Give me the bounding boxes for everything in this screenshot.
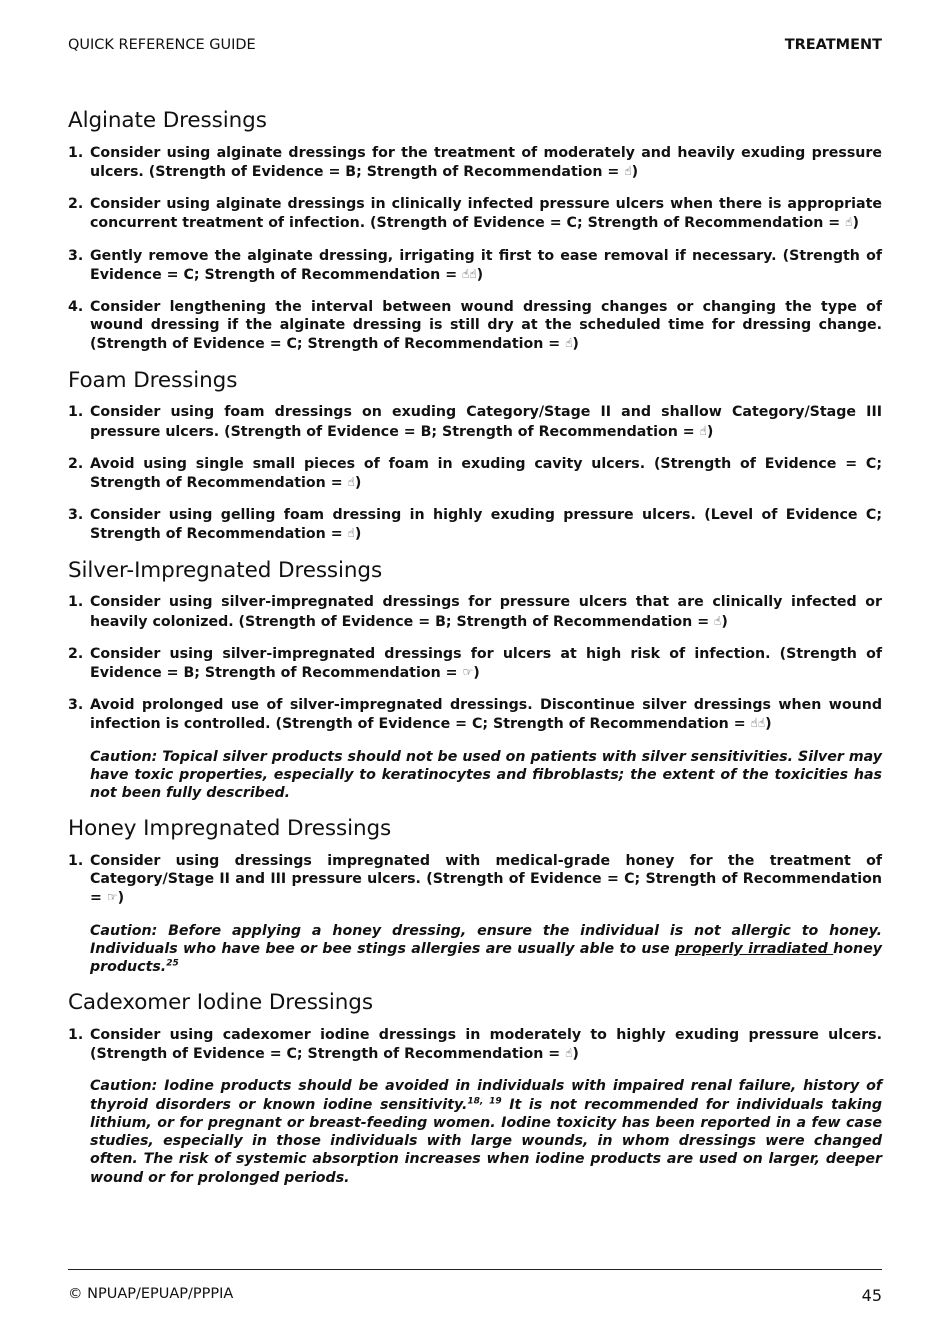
reference-superscript: 25 — [166, 958, 179, 969]
recommendation-item: 3. Gently remove the alginate dressing, irrigating it first to ease removal if necessary. (Strength of Evidence = C; Strength of Recommendation = ☝︎☝︎) — [68, 247, 882, 283]
pointing-hand-icon: ☞ — [106, 890, 118, 905]
section-honey-impregnated-dressings — [68, 816, 882, 976]
recommendation-item: 1. Consider using alginate dressings for the treatment of moderately and heavily exuding pressure ulcers. (Strength of Evidence = B; Strength of Recommendation = ☝︎) — [68, 144, 882, 180]
caution-note: Caution: Iodine products should be avoided in individuals with impaired renal failure, history of thyroid disorders or known iodine sensitivity.$^{18, 19}$ It is not recommended for individuals taking lithium, or for pregnant or breast-feeding women. Iodine toxicity has been reported in a few case studies, especially in those individuals with large wounds, in whom dressings were changed often. The risk of systemic absorption increases when iodine products are used on larger, deeper wound or for prolonged periods. — [90, 1078, 882, 1186]
pointing-hand-icon: ☞ — [462, 665, 474, 680]
reference-superscript: 18, 19 — [467, 1095, 502, 1106]
section-alginate-dressings — [68, 108, 882, 354]
thumbs-up-icon: ☝︎ — [845, 215, 853, 230]
thumbs-up-icon: ☝︎ — [714, 613, 722, 628]
section-heading: Alginate Dressings — [68, 108, 267, 133]
recommendation-item: 3. Avoid prolonged use of silver-impregnated dressings. Discontinue silver dressings when wound infection is controlled. (Strength of Evidence = C; Strength of Recommendation = ☝︎☝︎) — [68, 697, 882, 733]
recommendation-item: 1. Consider using foam dressings on exuding Category/Stage II and shallow Category/Stage III pressure ulcers. (Strength of Evidence = B; Strength of Recommendation = ☝︎) — [68, 404, 882, 440]
section-silver-impregnated-dressings — [68, 558, 882, 803]
recommendation-item: 4. Consider lengthening the interval between wound dressing changes or changing the type of wound dressing if the alginate dressing is still dry at the scheduled time for dressing change. (Strength of Evidence = C; Strength of Recommendation = ☝︎) — [68, 299, 882, 353]
page-footer — [68, 1286, 882, 1305]
recommendation-item: 1. Consider using silver-impregnated dressings for pressure ulcers that are clinically infected or heavily colonized. (Strength of Evidence = B; Strength of Recommendation = ☝︎) — [68, 594, 882, 630]
recommendation-item: 1. Consider using dressings impregnated with medical-grade honey for the treatment of Category/Stage II and III pressure ulcers. (Strength of Evidence = C; Strength of Recommendation = ☞) — [68, 853, 882, 907]
section-heading: Cadexomer Iodine Dressings — [68, 990, 373, 1016]
recommendation-item: 2. Consider using silver-impregnated dressings for ulcers at high risk of infection. (Strength of Evidence = B; Strength of Recommendation = ☞) — [68, 645, 882, 682]
section-heading: Foam Dressings — [68, 367, 238, 393]
header-guide-title: QUICK REFERENCE GUIDE — [68, 37, 256, 53]
thumbs-up-icon: ☝︎ — [624, 164, 632, 178]
footer-divider — [68, 1269, 882, 1270]
thumbs-up-icon: ☝︎ — [347, 526, 355, 541]
recommendation-item: 1. Consider using cadexomer iodine dressings in moderately to highly exuding pressure ulcers. (Strength of Evidence = C; Strength of Recommendation = ☝︎) — [68, 1027, 882, 1063]
thumbs-up-icon: ☝︎ — [699, 423, 707, 438]
properly-irradiated-link[interactable]: properly irradiated — [675, 940, 834, 957]
page-header — [68, 37, 882, 53]
page-number: 45 — [861, 1286, 882, 1305]
caution-note: Caution: Topical silver products should not be used on patients with silver sensitivities. Silver may have toxic properties, especially to keratinocytes and fibroblasts; the extent of the toxicities has not been fully described. — [90, 748, 882, 802]
section-foam-dressings — [68, 368, 882, 544]
thumbs-up-icon: ☝︎ — [565, 336, 573, 351]
copyright-text: © NPUAP/EPUAP/PPPIA — [68, 1286, 234, 1302]
header-section-title: TREATMENT — [784, 37, 882, 53]
caution-note: Caution: Before applying a honey dressing, ensure the individual is not allergic to honey. Individuals who have bee or bee stings allergies are usually able to use properly irradiated honey products.$^{25}$ — [90, 922, 882, 976]
thumbs-up-icon: ☝︎ — [347, 475, 355, 490]
thumbs-up-icon: ☝︎☝︎ — [462, 266, 477, 281]
section-heading: Silver-Impregnated Dressings — [68, 557, 383, 583]
main-content — [68, 108, 882, 1201]
recommendation-item: 3. Consider using gelling foam dressing in highly exuding pressure ulcers. (Level of Evidence C; Strength of Recommendation = ☝︎) — [68, 507, 882, 543]
thumbs-up-icon: ☝︎☝︎ — [750, 716, 766, 731]
recommendation-item: 2. Avoid using single small pieces of foam in exuding cavity ulcers. (Strength of Evidence = C; Strength of Recommendation = ☝︎) — [68, 455, 882, 492]
section-cadexomer-iodine-dressings — [68, 990, 882, 1186]
thumbs-up-icon: ☝︎ — [565, 1046, 573, 1061]
recommendation-item: 2. Consider using alginate dressings in clinically infected pressure ulcers when there is appropriate concurrent treatment of infection. (Strength of Evidence = C; Strength of Recommendation = ☝︎) — [68, 196, 882, 232]
section-heading: Honey Impregnated Dressings — [68, 816, 392, 842]
